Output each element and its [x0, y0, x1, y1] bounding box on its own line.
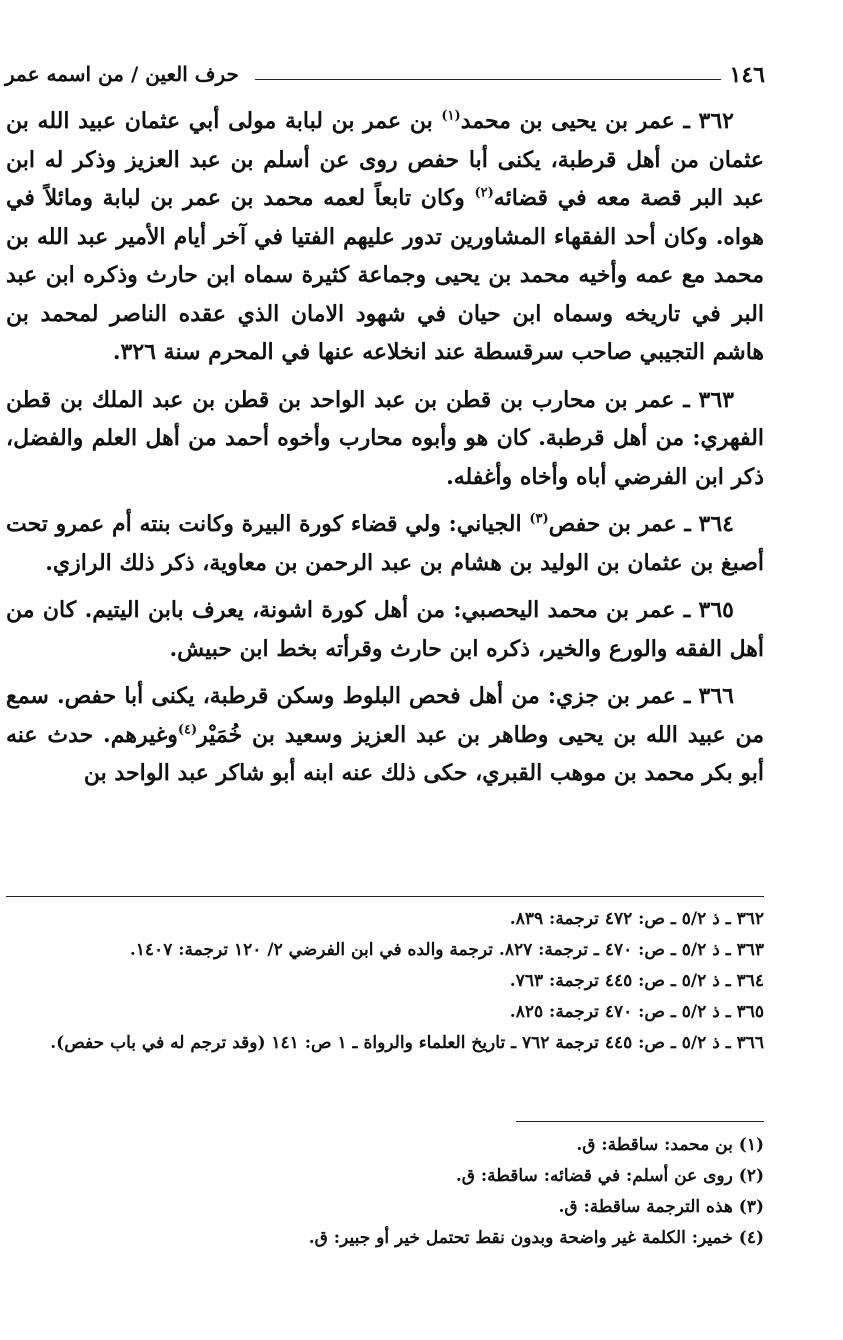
- footnotes-rule: [516, 1121, 764, 1122]
- entry-365: ٣٦٥ ـ عمر بن محمد اليحصبي: من أهل كورة اشونة، يعرف بابن اليتيم. كان من أهل الفقه والورع والخير، ذكره ابن حارث وقرأته بخط ابن حبيش.: [6, 597, 764, 662]
- footnote: (٢) روى عن أسلم: في قضائه: ساقطة: ق.: [455, 1166, 764, 1186]
- footnote: (٤) خمير: الكلمة غير واضحة وبدون نقط تحتمل خير أو جبير: ق.: [308, 1228, 764, 1248]
- footnote-marker: (٢): [474, 185, 494, 201]
- main-text: [6, 102, 764, 892]
- running-title: حرف العين / من اسمه عمر: [5, 62, 239, 86]
- footnote-marker: (٣): [529, 511, 549, 527]
- entry-366: ٣٦٦ ـ عمر بن جزي: من أهل فحص البلوط وسكن قرطبة، يكنى أبا حفص. سمع من عبيد الله بن يحيى وطاهر بن عبد العزيز وسعيد بن خُمَيْر$^{(٤)}$وغيرهم. حدث عنه أبو بكر محمد بن موهب القبري، حكى ذلك عنه ابنه أبو شاكر عبد الواحد بن: [6, 683, 764, 786]
- source-line: ٣٦٢ ـ ذ ٥/٢ ـ ص: ٤٧٢ ترجمة: ٨٣٩.: [509, 909, 764, 929]
- footnote: (٣) هذه الترجمة ساقطة: ق.: [558, 1197, 764, 1217]
- footnotes: [6, 1130, 764, 1270]
- page-header: [5, 62, 765, 96]
- source-line: ٣٦٥ ـ ذ ٥/٢ ـ ص: ٤٧٠ ترجمة: ٨٢٥.: [509, 1002, 764, 1022]
- entry-364: ٣٦٤ ـ عمر بن حفص$^{(٣)}$ الجياني: ولي قضاء كورة البيرة وكانت بنته أم عمرو تحت أصبغ بن عثمان بن الوليد بن هشام بن عبد الرحمن بن معاوية، ذكر ذلك الرازي.: [6, 511, 764, 576]
- source-line: ٣٦٣ ـ ذ ٥/٢ ـ ص: ٤٧٠ ـ ترجمة: ٨٢٧. ترجمة والده في ابن الفرضي ٢/ ١٢٠ ترجمة: ١٤٠٧.: [129, 940, 764, 960]
- footnote-marker: (١): [441, 108, 461, 124]
- sources-rule: [6, 896, 764, 897]
- entry-363: ٣٦٣ ـ عمر بن محارب بن قطن بن عبد الواحد بن قطن بن عبد الملك بن قطن الفهري: من أهل قرطبة. كان هو وأبوه محارب وأخوه أحمد من أهل العلم والفضل، ذكر ابن الفرضي أباه وأخاه وأغفله.: [6, 386, 764, 490]
- source-line: ٣٦٦ ـ ذ ٥/٢ ـ ص: ٤٤٥ ترجمة ٧٦٢ ـ تاريخ العلماء والرواة ـ ١ ص: ١٤١ (وقد ترجم له في باب حفص).: [50, 1033, 764, 1053]
- footnote: (١) بن محمد: ساقطة: ق.: [576, 1135, 764, 1155]
- page-number: ١٤٦: [729, 62, 765, 88]
- entry-362: ٣٦٢ ـ عمر بن يحيى بن محمد$^{(١)}$ بن عمر بن لبابة مولى أبي عثمان عبيد الله بن عثمان من أهل قرطبة، يكنى أبا حفص روى عن أسلم بن عبد العزيز وذكر له ابن عبد البر قصة معه في قضائه$^{(٢)}$ وكان تابعاً لعمه محمد بن عمر بن لبابة ومائلاً في هواه. وكان أحد الفقهاء المشاورين تدور عليهم الفتيا في آخر أيام الأمير عبد الله بن محمد مع عمه وأخيه محمد بن يحيى وجماعة كثيرة سماه ابن حارث وذكره ابن عبد البر في تاريخه وسماه ابن حيان في شهود الامان الذي عقده الناصر لمحمد بن هاشم التجيبي صاحب سرقسطة عند انخلاعه عنها في المحرم سنة ٣٢٦.: [6, 108, 764, 365]
- header-rule: [255, 79, 721, 80]
- source-references: [6, 904, 764, 1114]
- source-line: ٣٦٤ ـ ذ ٥/٢ ـ ص: ٤٤٥ ترجمة: ٧٦٣.: [509, 971, 764, 991]
- footnote-marker: (٤): [177, 722, 198, 738]
